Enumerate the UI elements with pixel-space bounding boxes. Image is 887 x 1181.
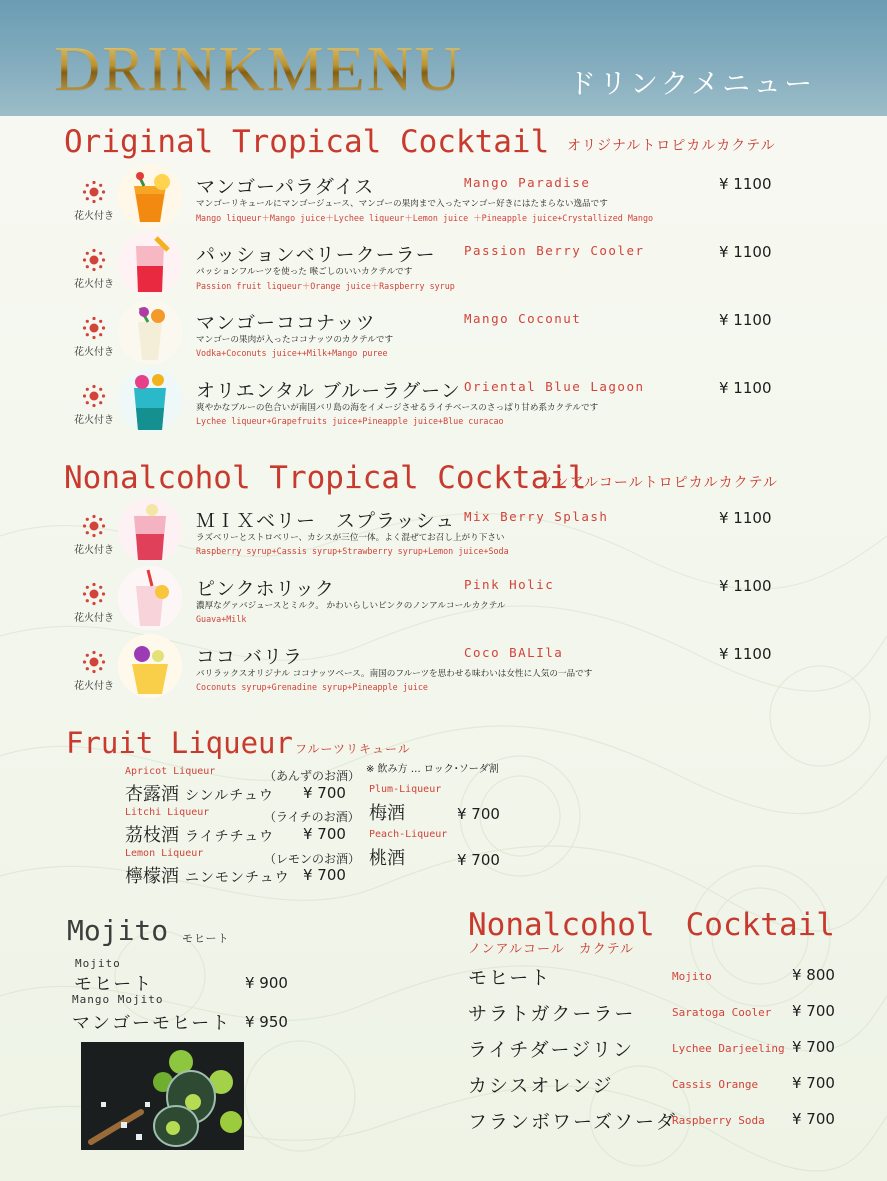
- firework-icon: [82, 514, 106, 538]
- firework-label: 花火付き: [74, 613, 114, 624]
- nonalc-name-en: Cassis Orange: [672, 1078, 759, 1091]
- drink-image: [118, 232, 182, 296]
- liqueur-name-ja: [125, 780, 274, 806]
- drink-ingredients: Passion fruit liqueur＋Orange juice＋Raspberry syrup: [196, 281, 455, 291]
- drink-name-ja: ピンクホリック: [196, 578, 335, 600]
- drink-price: ¥ 1100: [719, 379, 772, 397]
- firework-icon: [82, 582, 106, 606]
- nonalc-name-ja: フランボワーズソーダ: [468, 1111, 678, 1133]
- drink-ingredients: Guava+Milk: [196, 614, 247, 624]
- mojito-name-ja: マンゴーモヒート: [72, 1013, 232, 1034]
- liqueur-name-en: Lemon Liqueur: [125, 848, 204, 859]
- section-subtitle-nonalc-cocktail: ノンアルコール カクテル: [468, 942, 635, 957]
- drink-name-en: Mix Berry Splash: [464, 509, 609, 524]
- drink-price: ¥ 1100: [719, 645, 772, 663]
- drink-ingredients: Mango liqueur＋Mango juice＋Lychee liqueur＋Lemon juice ＋Pineapple juice+Crystallized Mango: [196, 213, 654, 223]
- liqueur-name-ja: 梅酒: [369, 803, 405, 824]
- liqueur-kanji: 杏露酒: [125, 784, 179, 805]
- firework-badge: [74, 514, 114, 558]
- nonalc-name-en: Raspberry Soda: [672, 1114, 765, 1127]
- drink-image: [118, 368, 182, 432]
- drink-name-ja: ココ バリラ: [196, 646, 304, 668]
- drink-image: [118, 300, 182, 364]
- nonalc-name-ja: サラトガクーラー: [468, 1003, 636, 1025]
- liqueur-name-en: Plum-Liqueur: [369, 784, 442, 795]
- firework-icon: [82, 316, 106, 340]
- firework-icon: [82, 180, 106, 204]
- firework-badge: [74, 248, 114, 292]
- liqueur-name-en: Apricot Liqueur: [125, 766, 216, 777]
- drink-image: [118, 634, 182, 698]
- liqueur-price: ¥ 700: [303, 866, 346, 884]
- liqueur-note: （ライチのお酒）: [264, 810, 360, 824]
- drink-description: パッションフルーツを使った 喉ごしのいいカクテルです: [196, 267, 413, 277]
- menu-item: [0, 645, 887, 716]
- drink-name-ja: パッションベリークーラー: [196, 244, 436, 266]
- firework-label: 花火付き: [74, 681, 114, 692]
- liqueur-kanji: 茘枝酒: [125, 825, 179, 846]
- drink-name-en: Mango Paradise: [464, 175, 591, 190]
- section-subtitle-fruit-liqueur: フルーツリキュール: [295, 742, 411, 756]
- liqueur-price: ¥ 700: [303, 784, 346, 802]
- nonalc-price: ¥ 700: [792, 1110, 835, 1128]
- liqueur-name-ja: 桃酒: [369, 848, 405, 869]
- drink-description: 爽やかなブルーの色合いが南国バリ島の海をイメージさせるライチベースのさっぱり甘め系カクテルです: [196, 403, 599, 413]
- firework-icon: [82, 650, 106, 674]
- drink-ingredients: Raspberry syrup+Cassis syrup+Strawberry syrup+Lemon juice+Soda: [196, 546, 509, 556]
- section-title-nonalc-cocktail: Nonalcohol Cocktail: [468, 907, 835, 943]
- menu-item: [0, 379, 887, 450]
- liqueur-price: ¥ 700: [457, 851, 500, 869]
- drink-name-ja: オリエンタル ブルーラグーン: [196, 380, 461, 402]
- drink-image: [118, 498, 182, 562]
- mojito-name-en: Mango Mojito: [72, 993, 164, 1006]
- section-title-nonalc-tropical: Nonalcohol Tropical Cocktail: [64, 460, 587, 496]
- liqueur-kana: ライチチュウ: [185, 829, 275, 845]
- nonalc-price: ¥ 700: [792, 1038, 835, 1056]
- liqueur-price: ¥ 700: [303, 825, 346, 843]
- liqueur-name-en: Litchi Liqueur: [125, 807, 210, 818]
- firework-label: 花火付き: [74, 347, 114, 358]
- firework-badge: [74, 316, 114, 360]
- firework-icon: [82, 384, 106, 408]
- drink-price: ¥ 1100: [719, 577, 772, 595]
- nonalc-price: ¥ 700: [792, 1074, 835, 1092]
- nonalc-price: ¥ 700: [792, 1002, 835, 1020]
- liqueur-name-ja: [125, 821, 274, 847]
- liqueur-name-en: Peach-Liqueur: [369, 829, 448, 840]
- section-subtitle-mojito: モヒート: [182, 932, 230, 945]
- section-title-mojito: Mojito: [67, 914, 169, 947]
- section-subtitle-original: オリジナルトロピカルカクテル: [567, 138, 776, 154]
- drink-ingredients: Coconuts syrup+Grenadine syrup+Pineapple juice: [196, 682, 428, 692]
- drink-description: マンゴーの果肉が入ったココナッツのカクテルです: [196, 335, 394, 345]
- firework-label: 花火付き: [74, 545, 114, 556]
- liqueur-note: （あんずのお酒）: [264, 769, 361, 783]
- drink-name-en: Pink Holic: [464, 577, 555, 592]
- drink-name-en: Passion Berry Cooler: [464, 243, 645, 258]
- drink-name-en: Coco BALIla: [464, 645, 564, 660]
- drinking-style-note: ※ 飲み方 … ロック･ソーダ割: [366, 764, 499, 775]
- nonalc-name-en: Mojito: [672, 970, 712, 983]
- drink-image: [118, 164, 182, 228]
- mojito-name-ja: モヒート: [74, 974, 154, 995]
- liqueur-kana: ニンモンチュウ: [185, 870, 290, 886]
- drink-name-en: Mango Coconut: [464, 311, 582, 326]
- drink-ingredients: Lychee liqueur+Grapefruits juice+Pineapple juice+Blue curacao: [196, 416, 504, 426]
- drink-price: ¥ 1100: [719, 175, 772, 193]
- firework-badge: [74, 650, 114, 694]
- menu-title: DRINKMENU: [54, 33, 464, 104]
- nonalc-name-ja: カシスオレンジ: [468, 1075, 614, 1097]
- firework-label: 花火付き: [74, 415, 114, 426]
- drink-name-ja: マンゴーココナッツ: [196, 312, 376, 334]
- drink-price: ¥ 1100: [719, 311, 772, 329]
- liqueur-price: ¥ 700: [457, 805, 500, 823]
- firework-label: 花火付き: [74, 279, 114, 290]
- mojito-price: ¥ 900: [245, 974, 288, 992]
- liqueur-kanji: 檸檬酒: [125, 866, 179, 887]
- drink-price: ¥ 1100: [719, 509, 772, 527]
- nonalc-name-ja: ライチダージリン: [468, 1039, 635, 1061]
- drink-description: ラズベリーとストロベリー、カシスが三位一体。よく混ぜてお召し上がり下さい: [196, 533, 505, 543]
- drink-image: [118, 566, 182, 630]
- section-subtitle-nonalc-tropical: ノンアルコールトロピカルカクテル: [540, 475, 778, 491]
- liqueur-note: （レモンのお酒）: [264, 852, 361, 866]
- firework-badge: [74, 582, 114, 626]
- section-title-fruit-liqueur: Fruit Liqueur: [66, 726, 293, 760]
- liqueur-name-ja: [125, 862, 290, 888]
- firework-label: 花火付き: [74, 211, 114, 222]
- mojito-price: ¥ 950: [245, 1013, 288, 1031]
- drink-description: マンゴーリキュールにマンゴージュース、マンゴーの果肉まで入ったマンゴー好きにはたまらない逸品です: [196, 199, 608, 209]
- menu-subtitle: ドリンクメニュー: [568, 67, 816, 100]
- nonalc-name-ja: モヒート: [468, 967, 552, 989]
- section-title-original: Original Tropical Cocktail: [64, 124, 550, 160]
- nonalc-price: ¥ 800: [792, 966, 835, 984]
- liqueur-kana: シンルチュウ: [185, 788, 274, 804]
- nonalc-name-en: Lychee Darjeeling: [672, 1042, 785, 1055]
- drink-name-ja: マンゴーパラダイス: [196, 176, 375, 198]
- mojito-photo: [81, 1042, 244, 1150]
- drink-price: ¥ 1100: [719, 243, 772, 261]
- drink-description: バリラックスオリジナル ココナッツベース。南国のフルーツを思わせる味わいは女性に人気の一品です: [196, 669, 593, 679]
- firework-icon: [82, 248, 106, 272]
- drink-name-en: Oriental Blue Lagoon: [464, 379, 645, 394]
- firework-badge: [74, 384, 114, 428]
- header-banner: [0, 0, 887, 116]
- drink-name-ja: ＭＩＸベリー スプラッシュ: [196, 510, 456, 532]
- mojito-name-en: Mojito: [75, 957, 121, 970]
- firework-badge: [74, 180, 114, 224]
- nonalc-name-en: Saratoga Cooler: [672, 1006, 772, 1019]
- drink-description: 濃厚なグァバジュースとミルク。 かわいらしいピンクのノンアルコールカクテル: [196, 601, 506, 611]
- drink-ingredients: Vodka+Coconuts juice++Milk+Mango puree: [196, 348, 388, 358]
